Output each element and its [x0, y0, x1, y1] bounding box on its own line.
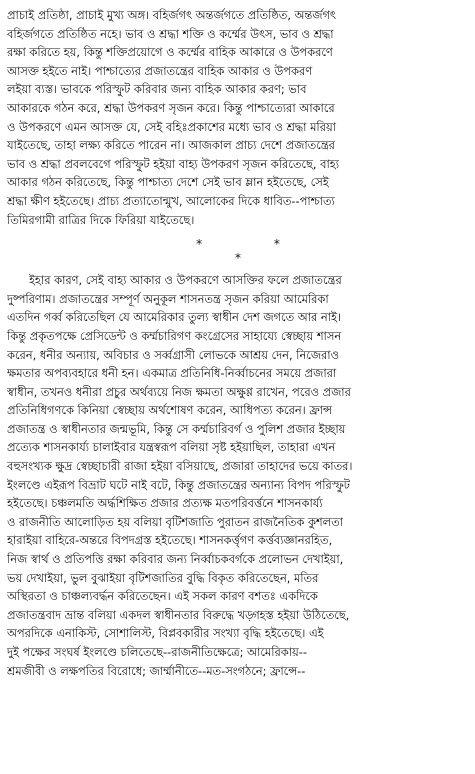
text-line: আকারকে গঠন করে, শ্রদ্ধা উপকরণ সৃজন করে। কিন্তু পাশ্চাত্যেরা আকারে	[7, 100, 335, 115]
text-line: আসক্ত হইতে নাই। পাশ্চাত্যের প্রজাতন্ত্রের বাহিক আকার ও উপকরণ	[7, 63, 313, 78]
paragraph-1	[7, 6, 469, 229]
text-line: অপরদিকে এনাকিস্ট, সোশালিস্ট, বিপ্লবকারীর সংখ্যা বৃদ্ধি হইতেছে। এই	[7, 626, 324, 641]
text-line: রক্ষা করিতে হয়, কিন্তু শক্তিপ্রয়োগে ও কর্ম্মের বাহিক আকারে ও উপকরণে	[7, 45, 333, 60]
text-line: ইহার কারণ, সেই বাহ্য আকার ও উপকরণে আসক্তির ফলে প্রজাতন্ত্রের	[29, 273, 342, 288]
separator-star-bottom: *	[235, 251, 241, 266]
text-line: স্বাধীন, তখনও ধনীরা প্রচুর অর্থব্যয়ে নিজ ক্ষমতা অক্ষুণ্ণ রাখেন, পরেও প্রজার	[7, 384, 351, 399]
text-line: হইতেছে। চঞ্চলমতি অর্দ্ধশিক্ষিত প্রজার প্রত্যক্ষ মতপরিবর্ত্তনে শাসনকার্য্য	[7, 496, 323, 511]
text-line: লইয়া ব্যস্ত। ভাবকে পরিস্ফুট করিবার জন্য বাহিক আকার করণ; ভাব	[7, 82, 307, 97]
separator-stars-top: * *	[196, 237, 314, 252]
text-line: হারাইয়া বাহিরে-অন্তরে বিপদগ্রস্ত হইতেছে। শাসনকর্ত্তৃগণ কর্ত্তব্যজ্ঞানরহিত,	[7, 533, 333, 548]
text-line: তিমিরগামী রাত্রির দিকে ফিরিয়া যাইতেছে।	[7, 212, 195, 227]
text-line: প্রতিনিধিগণকে কিনিয়া স্বেচ্ছায় অর্থশোষণ করেন, আধিপত্য করেন। ফ্রান্স	[7, 403, 332, 418]
paragraph-2	[7, 271, 469, 680]
text-line: এতদিন গর্ব্ব করিতেছিল যে আমেরিকার তুল্য স্বাধীন দেশ জগতে আর নাই।	[7, 310, 342, 325]
text-line: শ্রমজীবী ও লক্ষপতির বিরোধে; জার্ম্মানীতে--মত-সংগঠনে; ফ্রান্সে--	[7, 663, 306, 678]
text-line: ভয় দেখাইয়া, ভুল বুঝাইয়া বৃটিশজাতির বুদ্ধি বিকৃত করিতেছেন, মতির	[7, 570, 319, 585]
text-line: নিজ স্বার্থ ও প্রতিপত্তি রক্ষা করিবার জন্য নির্ব্বাচকবর্গকে প্রলোভন দেখাইয়া,	[7, 552, 344, 567]
text-line: বহির্জগতে প্রতিষ্ঠিত নহে। ভাব ও শ্রদ্ধা শক্তি ও কর্ম্মের উৎস, ভাব ও শ্রদ্ধা	[7, 26, 334, 41]
text-line: ও রাজনীতি আলোড়িত হয় বলিয়া বৃটিশজাতি পুরাতন রাজনৈতিক কুশলতা	[7, 514, 344, 529]
text-line: ও উপকরণে এমন আসক্ত যে, সেই বহিঃপ্রকাশের মধ্যে ভাব ও শ্রদ্ধা মরিয়া	[7, 119, 336, 134]
text-line: শ্রদ্ধা ক্ষীণ হইতেছে। প্রাচ্য প্রত্যাতোন্মুখ, আলোকের দিকে ধাবিত--পাশ্চাত্য	[7, 193, 335, 208]
text-line: দুষ্পরিণাম। প্রজাতন্ত্রের সম্পূর্ণ অনুকূল শাসনতন্ত্র সৃজন করিয়া আমেরিকা	[7, 291, 329, 306]
text-line: প্রজাতন্ত্রবাদ ভ্রান্ত বলিয়া একদল স্বাধীনতার বিরুদ্ধে খড়্গহস্ত হইয়া উঠিতেছে,	[7, 607, 350, 622]
section-separator	[7, 237, 469, 265]
text-line: আকার গঠন করিতেছে, কিন্তু পাশ্চাত্য দেশে সেই ভাব ম্লান হইতেছে, সেই	[7, 175, 329, 190]
text-line: ভাব ও শ্রদ্ধা প্রবলবেগে পরিস্ফুট হইয়া বাহ্য উপকরণ সৃজন করিতেছে, বাহ্য	[7, 156, 340, 171]
text-line: যাইতেছে, তাহা লক্ষ্য করিতে পারেন না। আজকাল প্রাচ্য দেশে প্রজাতন্ত্রের	[7, 138, 335, 153]
text-line: প্রাচাই প্রতিষ্ঠা, প্রাচাই মুখ্য অঙ্গ। বহির্জগৎ অন্তর্জগতে প্রতিষ্ঠিত, অন্তর্জগৎ	[7, 8, 337, 22]
text-line: প্রত্যেক শাসনকার্য্য চালাইবার যন্ত্রস্বরূপ বলিয়া সৃষ্ট হইয়াছিল, তাহারা এখন	[7, 440, 336, 455]
text-line: অস্থিরতা ও চাঞ্চল্যবর্দ্ধন করিতেছেন। এই সকল কারণ বশতঃ একদিকে	[7, 589, 318, 604]
text-line: প্রজাতন্ত্র ও স্বাধীনতার জন্মভূমি, কিন্তু সে কর্ম্মচারিবর্গ ও পুলিশ প্রজার ইচ্ছায়	[7, 421, 346, 436]
text-line: ক্ষমতার অপব্যবহারে ধনী হন। একমাত্র প্রতিনিধি-নির্ব্বাচনের সময়ে প্রজারা	[7, 366, 337, 381]
text-line: বহুসংখ্যক ক্ষুদ্র স্বেচ্ছাচারী রাজা হইয়া বসিয়াছে, প্রজারা তাহাদের ভয়ে কাতর।	[7, 459, 353, 474]
text-line: ইংলণ্ডে এইরূপ বিভ্রাট ঘটে নাই বটে, কিন্তু প্রজাতন্ত্রের অন্যান্য বিপদ পরিস্ফুট	[7, 477, 350, 492]
text-line: দুই পক্ষের সংঘর্ষ ইংলণ্ডে চলিতেছে--রাজনীতিক্ষেত্রে; আমেরিকায়--	[7, 645, 307, 659]
text-line: কিন্তু প্রকৃতপক্ষে প্রেসিডেন্ট ও কর্ম্মচারিগণ কংগ্রেসের সাহায্যে স্বেচ্ছায় শাসন	[7, 328, 342, 343]
text-line: করেন, ধনীর অন্যায়, অবিচার ও সর্ব্বগ্রাসী লোভকে আশ্রয় দেন, নিজেরাও	[7, 347, 339, 362]
